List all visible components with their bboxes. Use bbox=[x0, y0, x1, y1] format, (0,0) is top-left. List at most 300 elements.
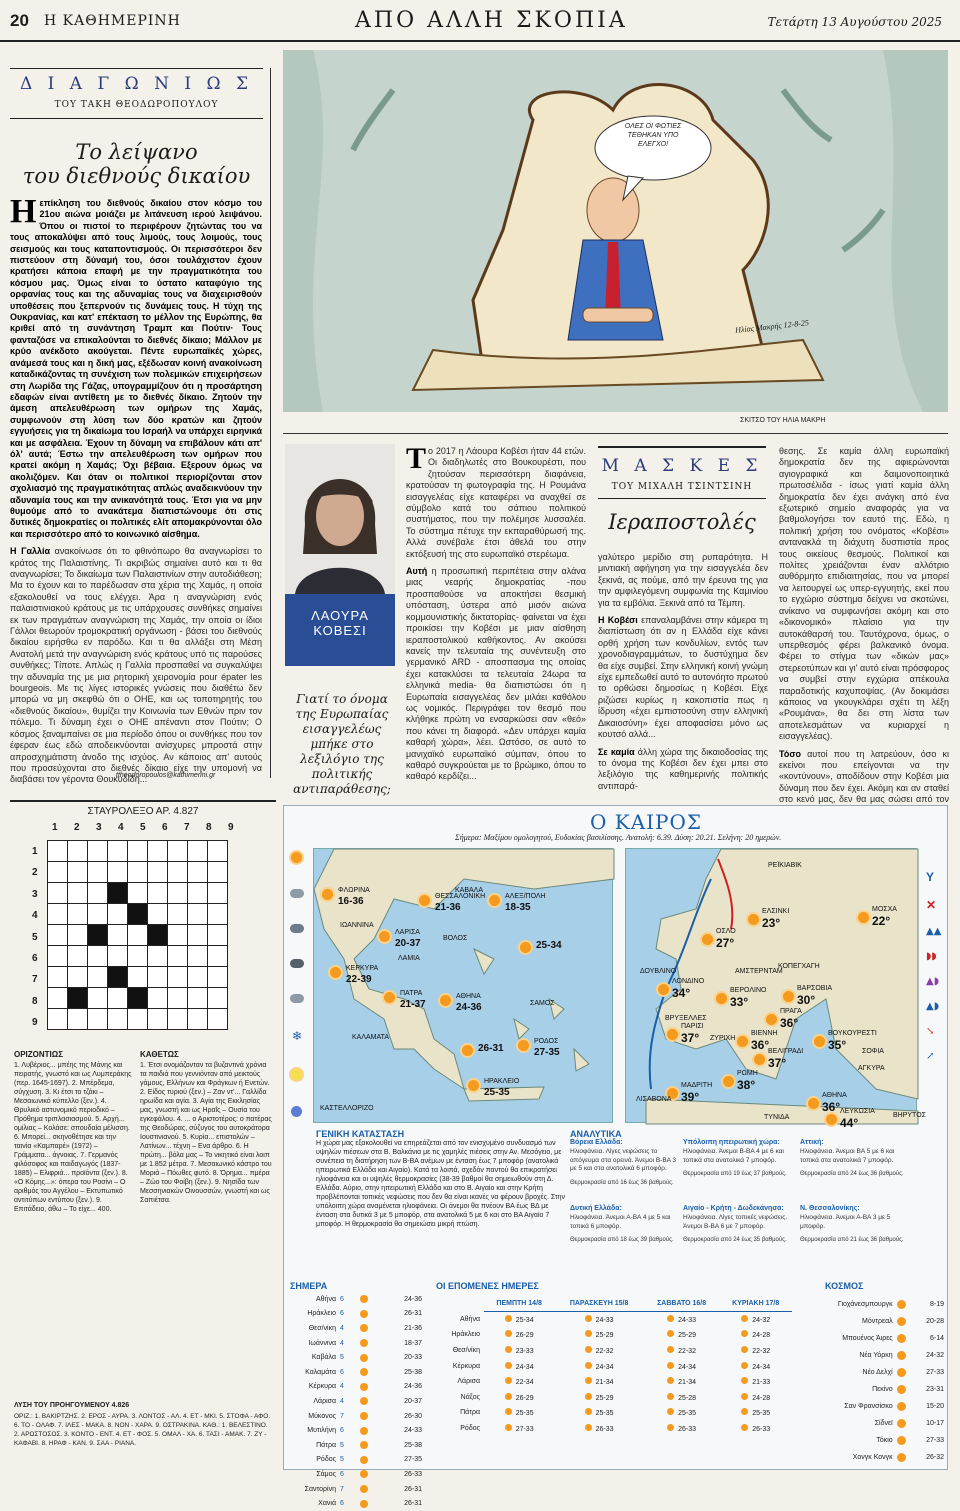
forecast-temp: 25-29 bbox=[595, 1332, 614, 1340]
crossword-cell[interactable] bbox=[148, 841, 168, 862]
region-text: Ηλιοφάνεια. Άνεμοι ΒΑ 5 με 6 και τοπικά στα ανατολικά 7 μποφόρ. bbox=[800, 1148, 895, 1164]
crossword-cell[interactable] bbox=[168, 946, 188, 967]
today-city: Λάρισα bbox=[313, 1397, 336, 1405]
region-forecast bbox=[683, 1205, 791, 1243]
sun-icon bbox=[489, 895, 500, 906]
sun-icon bbox=[520, 942, 531, 953]
crossword-cell bbox=[128, 904, 148, 925]
kovesi-name-box bbox=[285, 594, 395, 666]
sun-icon bbox=[814, 1036, 825, 1047]
crossword-cell[interactable] bbox=[108, 862, 128, 883]
today-row bbox=[288, 1423, 424, 1438]
section-title: ΑΠΟ ΑΛΛΗ ΣΚΟΠΙΑ bbox=[355, 8, 628, 33]
region-temp: Θερμοκρασία από 24 έως 36 βαθμούς. bbox=[800, 1171, 904, 1177]
crossword-cell[interactable] bbox=[148, 883, 168, 904]
greece-city-name: ΗΡΑΚΛΕΙΟ bbox=[484, 1078, 520, 1085]
world-row bbox=[800, 1432, 946, 1449]
portrait-drawing bbox=[285, 444, 395, 594]
sun-icon bbox=[667, 1029, 678, 1040]
greece-city-temp: 18-35 bbox=[505, 902, 531, 913]
forecast-temp: 24-34 bbox=[752, 1363, 771, 1371]
world-row bbox=[800, 1364, 946, 1381]
crossword-cell[interactable] bbox=[188, 925, 208, 946]
forecast-temp: 24-28 bbox=[752, 1332, 771, 1340]
europe-city-name: ΒΕΡΟΛΙΝΟ bbox=[730, 987, 767, 994]
crossword-cell[interactable] bbox=[88, 841, 108, 862]
forecast-row bbox=[432, 1343, 792, 1359]
crossword-cell[interactable] bbox=[68, 883, 88, 904]
crossword-cell[interactable] bbox=[88, 988, 108, 1009]
wind-force: 5 bbox=[340, 1354, 344, 1362]
maskes-p7: αυτοί που τη λατρεύουν, όσο κι εκείνοι που επείγονται να την «κοντύνουν», αποδίδουν στην Κοβέσι μια δύναμη που δεν έχει. Ακόμη και αν σταθεί στο κενό μας, δεν θα μας σώσει από τον bbox=[779, 748, 949, 805]
forecast-city: Ρόδος bbox=[460, 1425, 480, 1433]
crossword-cell[interactable] bbox=[48, 967, 68, 988]
forecast-temp: 21-33 bbox=[752, 1379, 771, 1387]
sun-icon bbox=[897, 1402, 906, 1411]
crossword-grid[interactable] bbox=[47, 840, 228, 1030]
world-temp: 27-33 bbox=[926, 1369, 944, 1376]
weather-icon-cell bbox=[358, 1292, 374, 1307]
world-row bbox=[800, 1330, 946, 1347]
sun-icon bbox=[741, 1408, 748, 1415]
forecast-city: Ηράκλειο bbox=[451, 1331, 480, 1339]
greece-city-temp: 27-35 bbox=[534, 1047, 560, 1058]
greece-city-temp: 22-39 bbox=[346, 974, 372, 985]
crossword-cell[interactable] bbox=[128, 1009, 148, 1030]
crossword-row bbox=[48, 862, 228, 883]
today-temp: 26-33 bbox=[404, 1470, 422, 1478]
crossword-cell[interactable] bbox=[48, 841, 68, 862]
sun-icon bbox=[379, 931, 390, 942]
weather-icon-cell bbox=[895, 1347, 911, 1364]
sun-icon bbox=[716, 993, 727, 1004]
forecast-city: Λάρισα bbox=[457, 1378, 480, 1386]
sun-icon bbox=[667, 1377, 674, 1384]
crossword-cell[interactable] bbox=[48, 925, 68, 946]
crossword-row-number: 3 bbox=[32, 888, 38, 900]
crossword-col-number: 4 bbox=[118, 822, 124, 833]
europe-city-name: ΒΟΥΚΟΥΡΕΣΤΙ bbox=[828, 1030, 877, 1037]
europe-city-name: ΡΕΪΚΙΑΒΙΚ bbox=[768, 862, 802, 869]
sun-icon bbox=[505, 1424, 512, 1431]
crossword-cell[interactable] bbox=[208, 967, 228, 988]
europe-city-temp: 36° bbox=[780, 1016, 799, 1030]
crossword-cell[interactable] bbox=[68, 1009, 88, 1030]
world-city: Μόντρεαλ bbox=[862, 1318, 893, 1325]
today-temp: 25-38 bbox=[404, 1441, 422, 1449]
crossword-cell[interactable] bbox=[208, 1009, 228, 1030]
diagonios-title-line1: Το λείψανο bbox=[75, 140, 198, 164]
today-temp: 24-33 bbox=[404, 1427, 422, 1435]
forecast-cell bbox=[644, 1405, 719, 1421]
europe-city-temp: 35° bbox=[828, 1038, 847, 1052]
sun-icon bbox=[360, 1339, 368, 1347]
crossword-cell[interactable] bbox=[108, 1009, 128, 1030]
sun-icon bbox=[667, 1408, 674, 1415]
crossword-cell[interactable] bbox=[168, 988, 188, 1009]
forecast-cell bbox=[554, 1390, 644, 1406]
world-row bbox=[800, 1415, 946, 1432]
forecast-cell bbox=[484, 1390, 554, 1406]
crossword-cell[interactable] bbox=[68, 925, 88, 946]
crossword-cell[interactable] bbox=[128, 925, 148, 946]
crossword-cell[interactable] bbox=[48, 883, 68, 904]
forecast-temp: 26-29 bbox=[515, 1394, 534, 1402]
weather-icon-cell bbox=[358, 1423, 374, 1438]
greece-city-temp: 21-36 bbox=[435, 902, 461, 913]
forecast-cell bbox=[719, 1374, 792, 1390]
today-city: Ιωάννινα bbox=[308, 1339, 336, 1347]
sun-icon bbox=[585, 1408, 592, 1415]
today-temp: 20-33 bbox=[404, 1354, 422, 1362]
sun-icon bbox=[360, 1441, 368, 1449]
crossword-cell[interactable] bbox=[188, 841, 208, 862]
crossword-col-number: 9 bbox=[228, 822, 234, 833]
crossword-cell[interactable] bbox=[88, 967, 108, 988]
crossword-row bbox=[48, 946, 228, 967]
crossword-cell[interactable] bbox=[168, 967, 188, 988]
forecast-temp: 24-32 bbox=[752, 1317, 771, 1325]
crossword-cell[interactable] bbox=[108, 946, 128, 967]
weather-icon-cell bbox=[895, 1296, 911, 1313]
sun-icon bbox=[897, 1351, 906, 1360]
crossword-cell[interactable] bbox=[168, 904, 188, 925]
crossword-cell[interactable] bbox=[88, 904, 108, 925]
weather-icon-cell bbox=[358, 1394, 374, 1409]
crossword-cell[interactable] bbox=[148, 967, 168, 988]
forecast-temp: 25-35 bbox=[752, 1410, 771, 1418]
crossword-cell[interactable] bbox=[108, 904, 128, 925]
stationary-front-legend-icon: ▲◗ bbox=[926, 1001, 939, 1012]
crossword-cell[interactable] bbox=[48, 988, 68, 1009]
crossword-cell[interactable] bbox=[168, 1009, 188, 1030]
europe-city-name: ΑΘΗΝΑ bbox=[822, 1092, 847, 1099]
sun-icon bbox=[585, 1315, 592, 1322]
crossword-cell[interactable] bbox=[168, 841, 188, 862]
storm-icon bbox=[290, 959, 304, 968]
crossword-cell[interactable] bbox=[88, 946, 108, 967]
today-city: Καλαμάτα bbox=[305, 1368, 336, 1376]
region-forecast bbox=[683, 1139, 791, 1177]
crossword-col-number: 3 bbox=[96, 822, 102, 833]
greece-city-name: ΡΟΔΟΣ bbox=[534, 1038, 559, 1045]
crossword-cell[interactable] bbox=[188, 883, 208, 904]
sun-icon bbox=[667, 1362, 674, 1369]
forecast-cell bbox=[719, 1390, 792, 1406]
sun-icon bbox=[505, 1377, 512, 1384]
region-text: Ηλιοφάνεια. Λίγες νεφώσεις το απόγευμα στα ορεινά. Άνεμοι Β-ΒΑ 3 με 5 και στα ανατολικά 6 μποφόρ. bbox=[570, 1148, 677, 1172]
crossword-cell[interactable] bbox=[128, 967, 148, 988]
sun-icon bbox=[658, 984, 669, 995]
forecast-cell bbox=[484, 1327, 554, 1343]
crossword-cell[interactable] bbox=[128, 946, 148, 967]
column-divider bbox=[270, 68, 271, 778]
crossword-cell[interactable] bbox=[148, 1009, 168, 1030]
sun-icon bbox=[748, 914, 759, 925]
wind-force: 5 bbox=[340, 1441, 344, 1449]
crossword-cell[interactable] bbox=[208, 862, 228, 883]
forecast-city: Κέρκυρα bbox=[452, 1362, 480, 1370]
crossword-cell[interactable] bbox=[148, 988, 168, 1009]
region-name: Αιγαίο - Κρήτη - Δωδεκάνησα: bbox=[683, 1205, 784, 1212]
weather-icon-cell bbox=[358, 1321, 374, 1336]
region-forecast bbox=[570, 1139, 678, 1186]
sun-icon bbox=[360, 1470, 368, 1478]
today-temp: 18-37 bbox=[404, 1339, 422, 1347]
forecast-temp: 21-34 bbox=[678, 1379, 697, 1387]
crossword-cell[interactable] bbox=[88, 883, 108, 904]
crossword-cell[interactable] bbox=[208, 904, 228, 925]
diagonios-email[interactable]: ttheodoropoulos@kathimerini.gr bbox=[116, 772, 216, 779]
europe-city-temp: 37° bbox=[768, 1056, 787, 1070]
today-temp: 24-36 bbox=[404, 1383, 422, 1391]
region-text: Ηλιοφάνεια. Άνεμοι Α-ΒΑ 3 με 5 μποφόρ. bbox=[800, 1214, 891, 1230]
forecast-day-header: ΚΥΡΙΑΚΗ 17/8 bbox=[719, 1296, 792, 1312]
kovesi-photo bbox=[285, 444, 395, 594]
crossword-cell[interactable] bbox=[188, 862, 208, 883]
today-title: ΣΗΜΕΡΑ bbox=[290, 1281, 328, 1291]
region-text: Ηλιοφάνεια. Άνεμοι Α-ΒΑ 4 με 5 και τοπικά 6 μποφόρ. bbox=[570, 1214, 671, 1230]
rule bbox=[598, 498, 766, 499]
diagonios-rule bbox=[10, 68, 263, 69]
today-city: Μύκονος bbox=[308, 1412, 336, 1420]
crossword-cell[interactable] bbox=[48, 904, 68, 925]
greece-city-temp: 25-34 bbox=[536, 940, 562, 951]
greece-city-name: ΛΑΡΙΣΑ bbox=[395, 929, 420, 936]
today-row bbox=[288, 1453, 424, 1468]
crossword-cell[interactable] bbox=[208, 946, 228, 967]
forecast-city: Νάξος bbox=[460, 1393, 480, 1401]
wind-force: 6 bbox=[340, 1310, 344, 1318]
crossword-cell[interactable] bbox=[128, 841, 148, 862]
general-title: ΓΕΝΙΚΗ ΚΑΤΑΣΤΑΣΗ bbox=[316, 1129, 405, 1139]
crossword-cell[interactable] bbox=[68, 841, 88, 862]
crossword-cell[interactable] bbox=[148, 904, 168, 925]
wind-force: 4 bbox=[340, 1383, 344, 1391]
weather-icon-cell bbox=[358, 1350, 374, 1365]
cartoon-drawing bbox=[283, 50, 948, 412]
world-row bbox=[800, 1381, 946, 1398]
weather-legend-right bbox=[926, 870, 946, 1110]
maskes-byline: ΤΟΥ ΜΙΧΑΛΗ ΤΣΙΝΤΣΙΝΗ bbox=[611, 482, 753, 492]
europe-city-name: ΤΥΝΙΔΑ bbox=[764, 1114, 790, 1121]
sun-icon bbox=[741, 1346, 748, 1353]
weather-icon-cell bbox=[358, 1482, 374, 1497]
crossword-cell[interactable] bbox=[108, 988, 128, 1009]
sun-icon bbox=[462, 1045, 473, 1056]
sun-icon bbox=[897, 1419, 906, 1428]
today-city: Χανιά bbox=[318, 1500, 336, 1508]
diagonios-p2-lead: Η Γαλλία bbox=[10, 546, 51, 557]
crossword-title: ΣΤΑΥΡΟΛΕΞΟ ΑΡ. 4.827 bbox=[87, 806, 199, 817]
weather-icon-cell bbox=[358, 1365, 374, 1380]
crossword-cell[interactable] bbox=[108, 925, 128, 946]
forecast-cell bbox=[644, 1374, 719, 1390]
sun-icon bbox=[322, 889, 333, 900]
today-row bbox=[288, 1438, 424, 1453]
world-row bbox=[800, 1313, 946, 1330]
sun-icon bbox=[360, 1456, 368, 1464]
greece-city-name: ΠΑΤΡΑ bbox=[400, 990, 423, 997]
sun-icon bbox=[360, 1324, 368, 1332]
today-temp: 20-37 bbox=[404, 1397, 422, 1405]
crossword-cell[interactable] bbox=[188, 988, 208, 1009]
crossword-cell[interactable] bbox=[188, 967, 208, 988]
sun-icon bbox=[897, 1368, 906, 1377]
greece-city-name: ΑΛΕΞ/ΠΟΛΗ bbox=[505, 893, 546, 900]
crossword-across-clues: 1. Λυβέριος... μπέης της Μάνης και πειρατής, γνωστό και ως Λυμπεράκης (περ. 1645-1697). 2. Μπέρδεμα, σύγχυση. 3. Κι έτσι το τζάκι – Μεσαιωνικό κύπελλο (ξεν.). 4. Θρυλικό αστυνομικό περιοδικό – Πρόθημα τριπλασιασμού. 5. Αρχή... ομίλιας – Κολάσε: σπουδαία μέλισση. 6. Μπορεί... σκηνοθέτησε και την ταινία «Καμπαρέ» (1972) – Γράμματα... άγνοιας. 7. Γερμανός φιλόσοφος και παιδαγωγός (1837-1885) – Ελιφριά... προϊόντα (ξεν.). 8. «Ο Κόμης...»: όπερα του Ροσίνι – Ο αριθμός του Αγγέλου – Εκτυπωτικό αντιτύπων εντύπου (ξεν.). 9. Επιτάδειο, άθω – Το είχε... 400. bbox=[14, 1062, 132, 1213]
weather-title: Ο ΚΑΙΡΟΣ bbox=[590, 810, 703, 834]
today-city: Θεσ/νίκη bbox=[308, 1324, 336, 1332]
forecast-temp: 24-33 bbox=[595, 1317, 614, 1325]
today-temp: 26-31 bbox=[404, 1485, 422, 1493]
greece-city-name: ΚΑΛΑΜΑΤΑ bbox=[352, 1034, 390, 1041]
crossword-cell[interactable] bbox=[48, 1009, 68, 1030]
crossword-cell[interactable] bbox=[208, 988, 228, 1009]
crossword-cell[interactable] bbox=[168, 883, 188, 904]
crossword-cell[interactable] bbox=[208, 925, 228, 946]
sun-icon bbox=[741, 1315, 748, 1322]
region-temp: Θερμοκρασία από 21 έως 36 βαθμούς. bbox=[800, 1237, 904, 1243]
forecast-cell bbox=[484, 1343, 554, 1359]
crossword-cell[interactable] bbox=[128, 862, 148, 883]
sun-legend-icon bbox=[291, 1069, 302, 1080]
crossword-cell bbox=[128, 988, 148, 1009]
region-forecast bbox=[800, 1139, 908, 1177]
sun-icon bbox=[360, 1485, 368, 1493]
forecast-row bbox=[432, 1327, 792, 1343]
crossword-cell[interactable] bbox=[128, 883, 148, 904]
weather-icon-cell bbox=[358, 1409, 374, 1424]
sun-icon bbox=[826, 1114, 837, 1125]
crossword-row bbox=[48, 1009, 228, 1030]
weather-icon-cell bbox=[358, 1467, 374, 1482]
crossword-cell[interactable] bbox=[68, 967, 88, 988]
crossword-cell[interactable] bbox=[108, 841, 128, 862]
days-title: ΟΙ ΕΠΟΜΕΝΕΣ ΗΜΕΡΕΣ bbox=[436, 1281, 539, 1291]
forecast-row bbox=[432, 1421, 792, 1437]
crossword-cell[interactable] bbox=[208, 841, 228, 862]
today-temp: 26-31 bbox=[404, 1310, 422, 1318]
europe-city-name: ΜΑΔΡΙΤΗ bbox=[681, 1082, 713, 1089]
today-temp: 25-38 bbox=[404, 1368, 422, 1376]
sun-icon bbox=[667, 1393, 674, 1400]
world-table bbox=[800, 1296, 946, 1466]
region-forecast bbox=[570, 1205, 678, 1243]
crossword-cell[interactable] bbox=[188, 1009, 208, 1030]
forecast-temp: 24-28 bbox=[752, 1394, 771, 1402]
maskes-column-name: Μ Α Σ Κ Ε Σ bbox=[601, 456, 763, 476]
crossword-cell[interactable] bbox=[168, 925, 188, 946]
europe-city-name: ΚΟΠΕΓΧΑΓΗ bbox=[778, 963, 820, 970]
diagonios-p1: επίκληση του διεθνούς δικαίου στον κόσμο του 21ου αιώνα μοιάζει με λιτάνευση ιερού λειψάνου. Όπου οι πιστοί το περιφέρουν ζητώντας του να τους αποκαλύψει από τους λιμούς, τους λοιμούς, τους σεισμούς και τους καταποντισμούς. Οι περισσότεροι δεν πιστεύουν στη δύναμή του, όσοι τουλάχιστον έχουν κρατήσει κάποια επαφή με την πραγματικότητα του κόσμου μας. Όμως είναι το ύστατο καταφύγιο της ορφανίας τους και της αδυναμίας τους να διαχειρισθούν υποθέσεις που ξεπερνούν τις δυνάμεις τους. Η τύχη της Ουκρανίας, και κατ' επέκταση το μέλλον της Ευρώπης, θα κριθεί από τη συνάντηση Τραμπ και Πούτιν· Τους φανταζόσε να επικαλούνται το διεθνές δίκαιο; Μάλλον με κρύο ανέκδοτο ακούγεται. Πέντε ευρωπαϊκές χώρες, ανάμεσά τους και η δική μας, εξέδωσαν κοινή ανακοίνωση καταδικάζοντας τη συνέχιση των πολεμικών επιχειρήσεων στη Λωρίδα της Γάζας, υπογραμμίζουν ότι η προσάρτηση εδαφών είναι αντίθετη με το διεθνές δίκαιο. Ζητούν την άμεση απελευθέρωση των ομήρων της Χαμάς, συμφωνούν στη λύση των δύο κρατών και ζητούν εγγυήσεις για τη δικαίωμα του Ισραήλ να υπάρχει ειρηνικά και με ασφάλεια. Έχουν τη δύναμη να επιβάλουν κάτι απ' όλ' αυτά; Έστω την απελευθέρωση των ομήρων που κρατεί ακόμη η Χαμάς; Όχι βέβαια. Εξερουν όμως να ακολιζόμεν. Και όταν οι πολιτικοί περιορίζονται στον σχολιασμό της πραγματικότητας απλώς αναδεικνύουν την αδυναμία τους και την ανικανότητά τους. Έτσι για να μην θυμούμε από το ανακάτεμα διαπιστώνουμε ότι στις δυτικές δημοκρατίες οι πολιτικές ελίτ απομακρύνονται όλο και περισσότερο από το κοινωνικό αίσθημα. bbox=[10, 198, 262, 539]
sun-icon bbox=[360, 1427, 368, 1435]
world-row bbox=[800, 1398, 946, 1415]
rule bbox=[10, 118, 263, 119]
weather-icon-cell bbox=[895, 1330, 911, 1347]
crossword-cell bbox=[108, 883, 128, 904]
wind-force: 4 bbox=[340, 1324, 344, 1332]
world-city: Τόκιο bbox=[876, 1437, 893, 1444]
crossword-cell[interactable] bbox=[208, 883, 228, 904]
maskes-p1: ο 2017 η Λάουρα Κοβέσι ήταν 44 ετών. Οι διαδηλωτές στο Βουκουρέστι, που ζητούσαν περισσότερη διαφάνεια, κρατούσαν τη φωτογραφία της. Η Ρουμάνα εισαγγελέας είχε καταφέρει να αναχθεί σε σύμβολο κατά του σάπιου πολιτικού συστήματος, που την πολέμησε λυσσαλέα. Το σύστημα πέτυχε την εκπαραθύρωσή της. Αλλά συνέβαλε έτσι άθελά του στην εκτόξευσή της στο ευρωπαϊκό στερέωμα. bbox=[406, 446, 586, 559]
world-city: Νέα Υόρκη bbox=[859, 1352, 893, 1359]
forecast-temp: 25-35 bbox=[678, 1410, 697, 1418]
wind-force: 6 bbox=[340, 1368, 344, 1376]
crossword-cell[interactable] bbox=[88, 1009, 108, 1030]
crossword-col-number: 8 bbox=[206, 822, 212, 833]
europe-city-temp: 44° bbox=[840, 1116, 859, 1130]
maskes-p5: άλλη χώρα της δικαιοδοσίας της το όνομα της Κοβέσι δεν έχει μπει στο λεξιλόγιο της καθημερινής πολιτικής αντιπαρά- bbox=[598, 746, 769, 791]
forecast-row bbox=[432, 1374, 792, 1390]
diagonios-p2: ανακοίνωσε ότι το φθινόπωρο θα αναγνωρίσει το κράτος της Παλαιστίνης. Τι ακριβώς σημαίνει αυτό και τι θα αναγνωρίσει; Το δικαίωμα των Παλαιστινίων στην αυτοδιάθεση; Μα το έχουν και το παρέδωσαν στα χέρια της Χαμάς, η οποία εξακολουθεί να τους ελέγχει. Άρα η αναγνώριση ενός παλαιστινιακού κράτους με τις υπάρχουσες συνθήκες σημαίνει εκ των πραγμάτων αναγνώριση της Χαμάς, την οποία οι ίδιοι Γάλλοι θεωρούν τρομοκρατική οργάνωση - βάσει του διεθνούς δικαίου ειρήσθω εν παρόδω. Και τι θα αλλάξει στη Μέση Ανατολή μετά την αναγνώριση ενός κράτους υπό τις παρούσες συνθήκες; Τίποτε. Απλώς η Γαλλία προσπαθεί να συγκαλύψει την αδυναμία της με μια ρητορική χειρονομία pour épater les bourgeois. Με τις λίγες ιστορικές γνώσεις που διαθέτω δεν μπορώ να μη σκεφθώ ότι ο ΟΗΕ, και ως τοποτηρητής του «διεθνούς δικαίου», θυμίζει την Κοινωνία των Εθνών πριν τον πόλεμο. Τι δύναμη έχει ο ΟΗΕ απέναντι στον Πούτιν; Ο κόσμος ξαναμπαίνει σε μια περίοδο όπου οι συνθήκες που τον έφεραν έως εδώ αποδεικνύονται ανίσχυρες μπροστά στην απροσχημάτιστη άνοδο της ισχύος. Αν κάποιος απ' αυτούς που προσεύχονται στο διεθνές δίκαιο είχε την υπομονή να διαβάσει τον γέροντα Θουκυδίδη... bbox=[10, 546, 262, 785]
sun-icon bbox=[808, 1098, 819, 1109]
forecast-temp: 24-34 bbox=[515, 1363, 534, 1371]
greece-city-name: ΛΑΜΙΑ bbox=[398, 955, 420, 962]
crossword-cell[interactable] bbox=[68, 904, 88, 925]
sun-icon bbox=[783, 991, 794, 1002]
weather-icon-cell bbox=[358, 1453, 374, 1468]
maskes-p4: επαναλαμβάνει στην κάμερα τη διαπίστωση ότι αν η Ελλάδα είχε κάνει ορθή χρήση των κονδυλίων, εντός των χρονοδιαγραμμάτων, το δυστύχημα δεν θα είχε συμβεί. Στην ελληνική κοινή γνώμη είχε εμπεδωθεί αυτό το αυτονόητο πρωτού το ορθώσει δημοσίως η Κοβέσι. Είχε ριζώσει κυρίως η κακοπιστία πως η ίδρυση «έχει εμπιστοσύνη στην ελληνική Δικαιοσύνη» έχει αποφασίσει μόνο ως κουτσό αλλά... bbox=[598, 615, 768, 740]
crossword-cell[interactable] bbox=[148, 862, 168, 883]
europe-city-name: ΛΕΥΚΩΣΙΑ bbox=[840, 1108, 875, 1115]
europe-city-temp: 36° bbox=[751, 1038, 770, 1052]
region-text: Ηλιοφάνεια. Άνεμοι Β-ΒΑ 4 με 6 και τοπικά στα ανατολικά 7 μποφόρ. bbox=[683, 1148, 784, 1164]
today-temp: 26-30 bbox=[404, 1412, 422, 1420]
crossword-cell[interactable] bbox=[148, 946, 168, 967]
europe-city-temp: 23° bbox=[762, 916, 781, 930]
forecast-cell bbox=[719, 1343, 792, 1359]
greece-city-temp: 21-37 bbox=[400, 999, 426, 1010]
crossword-row bbox=[48, 841, 228, 862]
crossword-cell[interactable] bbox=[48, 946, 68, 967]
forecast-cell bbox=[484, 1374, 554, 1390]
weather-icon-cell bbox=[358, 1496, 374, 1511]
wind-force: 5 bbox=[340, 1456, 344, 1464]
europe-city-temp: 37° bbox=[681, 1031, 700, 1045]
europe-city-name: ΑΜΣΤΕΡΝΤΑΜ bbox=[735, 968, 783, 975]
weather-icon-cell bbox=[895, 1381, 911, 1398]
crossword-row bbox=[48, 967, 228, 988]
cartoon bbox=[283, 50, 948, 412]
crossword-cell[interactable] bbox=[88, 862, 108, 883]
weather-icon-cell bbox=[895, 1415, 911, 1432]
crossword-cell[interactable] bbox=[168, 862, 188, 883]
sun-icon bbox=[360, 1397, 368, 1405]
weather-icon-cell bbox=[358, 1380, 374, 1395]
forecast-cell bbox=[554, 1374, 644, 1390]
crossword-cell[interactable] bbox=[188, 946, 208, 967]
crossword-cell[interactable] bbox=[68, 862, 88, 883]
europe-city-temp: 38° bbox=[737, 1078, 756, 1092]
world-city: Σίδνεϊ bbox=[874, 1420, 893, 1427]
crossword-cell[interactable] bbox=[48, 862, 68, 883]
cartoon-credit: ΣΚΙΤΣΟ ΤΟΥ ΗΛΙΑ ΜΑΚΡΗ bbox=[740, 417, 826, 424]
forecast-temp: 22-32 bbox=[595, 1348, 614, 1356]
maskes-p2: η προσωπική περιπέτεια στην αλάνα μιας νεαρής δημοκρατίας -που προσπαθούσε να αποκτήσει θεσμική υπόσταση, ύστερα από μισόν αιώνα κομμουνιστικής δικτατορίας- φαίνεται να έχει προικίσει την Κοβέσι με μιαν αίσθηση ιεραποστολικού καθήκοντος. Αν ακούσει κανείς την τελευταία της συνέντευξη στο γερμανικό ARD - αποσπασμα της οποίας έχει κατακλύσει τα τελευταία 24ωρα τα ελληνικά media- θα διαπιστώσει ότι η Ευρωπαία εισαγγελέας δεν μιλάει καθόλου ως νομικός. Περιγράφει τον θεσμό που κλήθηκε πρώτη να ενσαρκώσει σαν «θεό» που κάνει τη διαφορά. «Δεν υπάρχει καμία καθαρή χώρα», λέει. Ωστόσο, σε αυτό το μανιχαϊκό ευρωπαϊκό σύμπαν, όπου το καθαρό συγκρούεται με το βρώμικο, όπου το καθαρό κερδίζει... bbox=[406, 566, 586, 782]
weather-icon-cell bbox=[895, 1432, 911, 1449]
sun-icon bbox=[505, 1362, 512, 1369]
sun-icon bbox=[440, 995, 451, 1006]
sun-icon bbox=[897, 1300, 906, 1309]
sun-icon bbox=[419, 895, 430, 906]
crossword-cell[interactable] bbox=[68, 946, 88, 967]
greece-city-name: ΘΕΣΣΑΛΟΝΙΚΗ bbox=[435, 893, 486, 900]
rain-icon bbox=[290, 924, 304, 933]
crossword-cell[interactable] bbox=[188, 904, 208, 925]
europe-city-temp: 34° bbox=[672, 986, 691, 1000]
sun-icon bbox=[360, 1500, 368, 1508]
